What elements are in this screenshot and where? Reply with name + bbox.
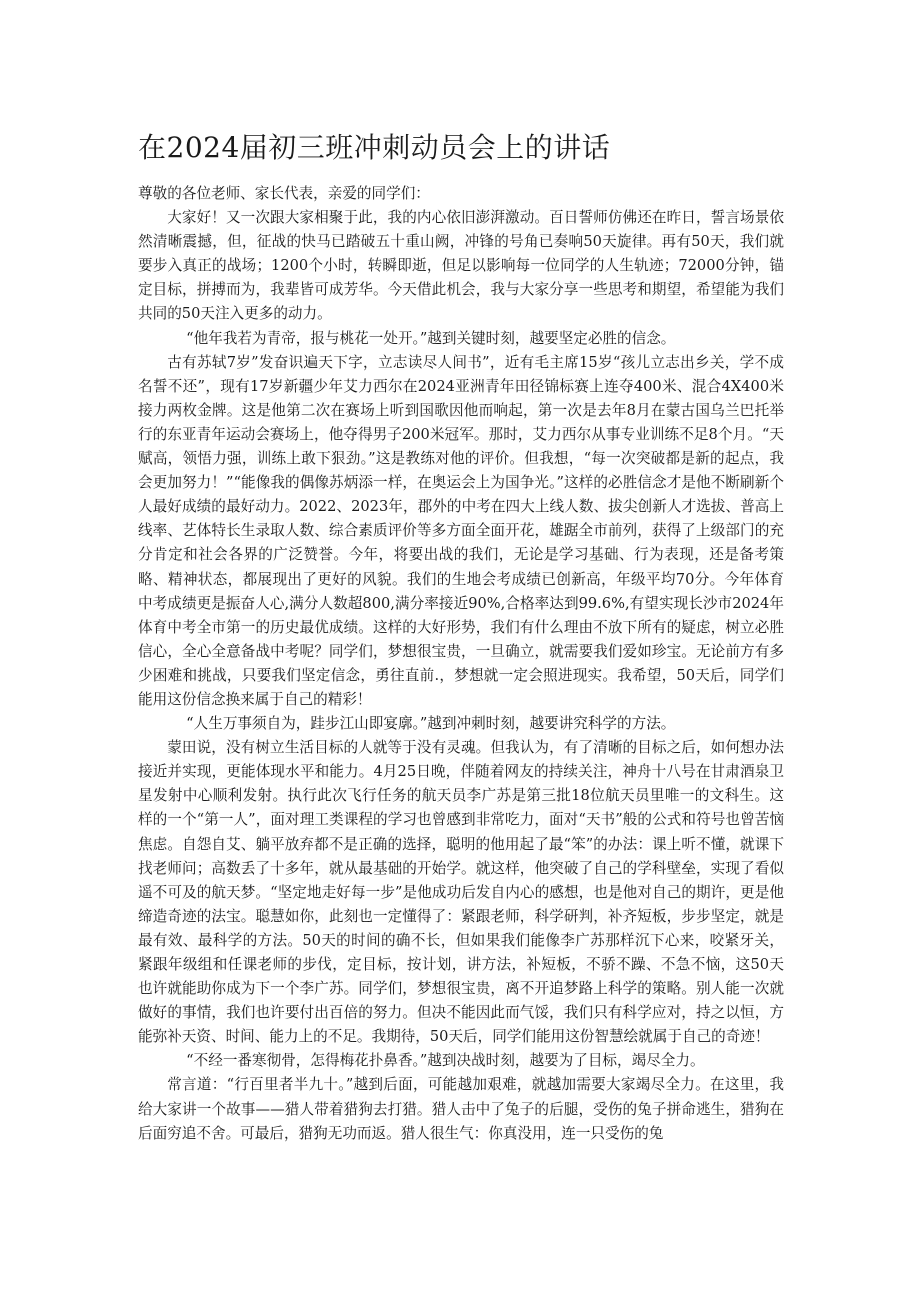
paragraph-effort: 常言道：“行百里者半九十。”越到后面，可能越加艰难，就越加需要大家竭尽全力。在这里，我给大家讲一个故事——猎人带着猎狗去打猎。猎人击中了兔子的后腿，受伤的兔子拼命逃生，猎狗在后面穷追不舍。可最后，猎狗无功而返。猎人很生气：你真没用，连一只受伤的兔 [138, 1076, 784, 1142]
paragraph-opening: 大家好！又一次跟大家相聚于此，我的内心依旧澎湃激动。百日誓师仿佛还在昨日，誓言场景依然清晰震撼，但，征战的快马已踏破五十重山阙，冲锋的号角已奏响50天旋律。再有50天，我们就要步入真正的战场；1200个小时，转瞬即逝，但足以影响每一位同学的人生轨迹；72000分钟，锚定目标，拼搏而为，我辈皆可成芳华。今天借此机会，我与大家分享一些思考和期望，希望能为我们共同的50天注入更多的动力。 [138, 209, 784, 323]
section-heading-method: “人生万事须自为，跬步江山即宴廓。”越到冲刺时刻，越要讲究科学的方法。 [186, 715, 676, 733]
section-heading-belief: “他年我若为青帝，报与桃花一处开。”越到关键时刻，越要坚定必胜的信念。 [186, 329, 676, 347]
paragraph-method: 蒙田说，没有树立生活目标的人就等于没有灵魂。但我认为，有了清晰的目标之后，如何想办法接近并实现，更能体现水平和能力。4月25日晚，伴随着网友的持续关注，神舟十八号在甘肃酒泉卫星发射中心顺利发射。执行此次飞行任务的航天员李广苏是第三批18位航天员里唯一的文科生。这样的一个“第一人”，面对理工类课程的学习也曾感到非常吃力，面对“天书”般的公式和符号也曾苦恼焦虑。自怨自艾、躺平放弃都不是正确的选择，聪明的他用起了最“笨”的办法：课上听不懂，就课下找老师问；高数丢了十多年，就从最基础的开始学。就这样，他突破了自己的学科壁垒，实现了看似遥不可及的航天梦。“坚定地走好每一步”是他成功后发自内心的感想，也是他对自己的期许，更是他缔造奇迹的法宝。聪慧如你，此刻也一定懂得了：紧跟老师，科学研判，补齐短板，步步坚定，就是最有效、最科学的方法。50天的时间的确不长，但如果我们能像李广苏那样沉下心来，咬紧牙关，紧跟年级组和任课老师的步伐，定目标，按计划，讲方法，补短板，不骄不躁、不急不恼，这50天也许就能助你成为下一个李广苏。同学们，梦想很宝贵，离不开追梦路上科学的策略。别人能一次就做好的事情，我们也许要付出百倍的努力。但决不能因此而气馁，我们只有科学应对，持之以恒，方能弥补天资、时间、能力上的不足。我期待，50天后，同学们能用这份智慧绘就属于自己的奇迹！ [138, 739, 784, 1046]
paragraph-belief: 古有苏轼7岁”发奋识遍天下字，立志读尽人间书”，近有毛主席15岁“孩儿立志出乡关，学不成名誓不还”，现有17岁新疆少年艾力西尔在2024亚洲青年田径锦标赛上连夺400米、混合4X400米接力两枚金牌。这是他第二次在赛场上听到国歌因他而响起，第一次是去年8月在蒙古国乌兰巴托举行的东亚青年运动会赛场上，他夺得男子200米冠军。那时，艾力西尔从事专业训练不足8个月。“天赋高，领悟力强，训练上敢下狠劲。”这是教练对他的评价。但我想，“每一次突破都是新的起点，我会更加努力！”“能像我的偶像苏炳添一样，在奥运会上为国争光。”这样的必胜信念才是他不断刷新个人最好成绩的最好动力。2022、2023年，郡外的中考在四大上线人数、拔尖创新人才选拔、普高上线率、艺体特长生录取人数、综合素质评价等多方面全面开花，雄踞全市前列，获得了上级部门的充分肯定和社会各界的广泛赞誉。今年，将要出战的我们，无论是学习基础、行为表现，还是备考策略、精神状态，都展现出了更好的风貌。我们的生地会考成绩已创新高，年级平均70分。今年体育中考成绩更是振奋人心,满分人数超800,满分率接近90%,合格率达到99.6%,有望实现长沙市2024年体育中考全市第一的历史最优成绩。这样的大好形势，我们有什么理由不放下所有的疑虑，树立必胜信心，全心全意备战中考呢？同学们，梦想很宝贵，一旦确立，就需要我们爱如珍宝。无论前方有多少困难和挑战，只要我们坚定信念，勇往直前.，梦想就一定会照进现实。我希望，50天后，同学们能用这份信念换来属于自己的精彩！ [138, 353, 784, 708]
speech-body [138, 182, 784, 1146]
section-heading-effort: “不经一番寒彻骨，怎得梅花扑鼻香。”越到决战时刻，越要为了目标，竭尽全力。 [186, 1052, 705, 1070]
salutation: 尊敬的各位老师、家长代表，亲爱的同学们： [138, 185, 430, 202]
document-title: 在2024届初三班冲刺动员会上的讲话 [138, 131, 611, 164]
